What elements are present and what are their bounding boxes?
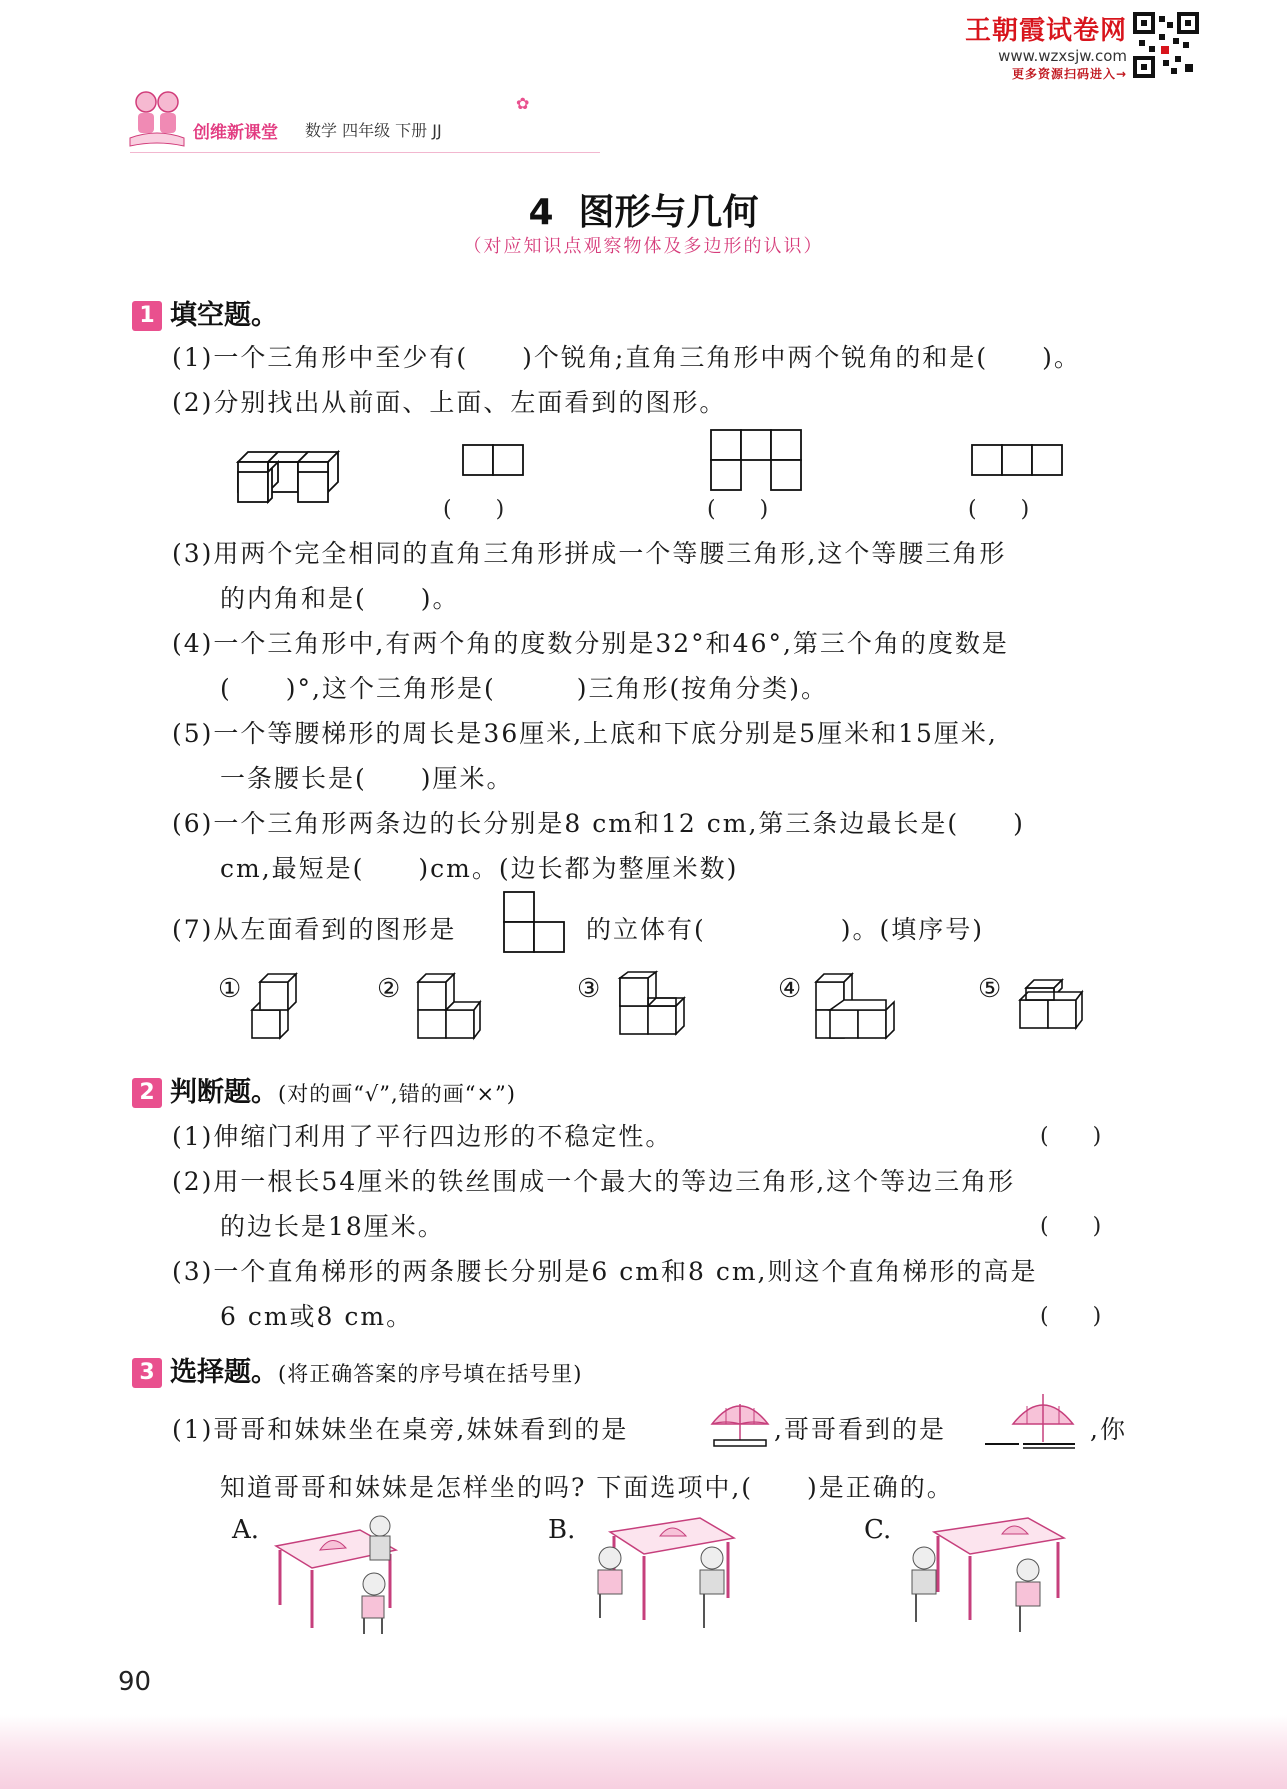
header-mascot bbox=[126, 88, 188, 154]
section3-note: (将正确答案的序号填在括号里) bbox=[278, 1362, 583, 1386]
q7-option-3-label: ③ bbox=[577, 974, 601, 1004]
brand-name: 王朝霞试卷网 bbox=[964, 16, 1127, 46]
q7-solid-1 bbox=[250, 970, 300, 1046]
page-subtitle: （对应知识点观察物体及多边形的认识） bbox=[463, 236, 824, 257]
s1-q5-line1: (5)一个等腰梯形的周长是36厘米,上底和下底分别是5厘米和15厘米, bbox=[172, 719, 998, 748]
s1-q3-line1: (3)用两个完全相同的直角三角形拼成一个等腰三角形,这个等腰三角形 bbox=[172, 539, 1007, 568]
s2-q3-blank[interactable]: ( ) bbox=[1040, 1304, 1102, 1329]
s3-q1-part1: (1)哥哥和妹妹坐在桌旁,妹妹看到的是 bbox=[172, 1415, 629, 1444]
s3-q1-line2: 知道哥哥和妹妹是怎样坐的吗? 下面选项中,( )是正确的。 bbox=[220, 1473, 954, 1502]
s1-q7-prefix: (7)从左面看到的图形是 bbox=[172, 915, 457, 944]
umbrella-view-sister-icon bbox=[706, 1394, 774, 1456]
s1-q2: (2)分别找出从前面、上面、左面看到的图形。 bbox=[172, 388, 727, 417]
section2-label: 判断题。 bbox=[170, 1077, 278, 1108]
s1-q6-line1: (6)一个三角形两条边的长分别是8 cm和12 cm,第三条边最长是( ) bbox=[172, 809, 1025, 838]
q7-solid-4 bbox=[814, 970, 896, 1046]
s1-q4-line2: ( )°,这个三角形是( )三角形(按角分类)。 bbox=[220, 674, 828, 703]
brand-url: www.wzxsjw.com bbox=[998, 47, 1127, 65]
section1-label: 填空题。 bbox=[170, 300, 278, 331]
s2-q2-line2: 的边长是18厘米。 bbox=[220, 1212, 445, 1241]
footer-decoration bbox=[0, 1715, 1287, 1789]
left-view-shape-figure bbox=[503, 891, 569, 959]
q7-option-4-label: ④ bbox=[778, 974, 802, 1004]
scene-option-a[interactable] bbox=[270, 1510, 410, 1644]
view-front-figure bbox=[710, 429, 804, 497]
scene-option-c[interactable] bbox=[904, 1508, 1074, 1642]
s3-option-b-label: B. bbox=[548, 1515, 576, 1545]
section1-heading bbox=[132, 293, 278, 332]
view-top-figure bbox=[462, 444, 524, 480]
s1-q6-line2: cm,最短是( )cm。(边长都为整厘米数) bbox=[220, 854, 739, 883]
brand-block bbox=[965, 10, 1127, 82]
cube-stack-figure bbox=[232, 448, 352, 514]
s1-q7-suffix: 的立体有( )。(填序号) bbox=[586, 915, 985, 944]
q7-solid-3 bbox=[614, 972, 690, 1040]
s3-option-c-label: C. bbox=[864, 1515, 892, 1545]
section3-label: 选择题。 bbox=[170, 1357, 278, 1388]
s2-q3-line1: (3)一个直角梯形的两条腰长分别是6 cm和8 cm,则这个直角梯形的高是 bbox=[172, 1257, 1038, 1286]
s1-q1: (1)一个三角形中至少有( )个锐角;直角三角形中两个锐角的和是( )。 bbox=[172, 343, 1081, 372]
header-divider bbox=[130, 152, 600, 153]
q7-option-2-label: ② bbox=[377, 974, 401, 1004]
section1-number: 1 bbox=[132, 301, 162, 331]
section2-number: 2 bbox=[132, 1078, 162, 1108]
s2-q2-blank[interactable]: ( ) bbox=[1040, 1214, 1102, 1239]
s2-q3-line2: 6 cm或8 cm。 bbox=[220, 1302, 414, 1331]
section3-heading bbox=[132, 1350, 582, 1389]
flower-decoration-icon: ✿ bbox=[516, 94, 530, 113]
subject-label: 数学 四年级 下册 JJ bbox=[305, 121, 442, 140]
page-number: 90 bbox=[118, 1667, 152, 1697]
series-name: 创维新课堂 bbox=[193, 123, 278, 143]
answer-blank-3[interactable]: ( ) bbox=[968, 497, 1030, 522]
section2-heading bbox=[132, 1070, 516, 1109]
q7-option-1-label: ① bbox=[218, 974, 242, 1004]
view-left-figure bbox=[971, 444, 1065, 480]
s1-q4-line1: (4)一个三角形中,有两个角的度数分别是32°和46°,第三个角的度数是 bbox=[172, 629, 1009, 658]
s2-q1-blank[interactable]: ( ) bbox=[1040, 1124, 1102, 1149]
s3-q1-part2: ,哥哥看到的是 bbox=[774, 1415, 946, 1444]
section3-number: 3 bbox=[132, 1358, 162, 1388]
q7-solid-2 bbox=[416, 970, 482, 1046]
answer-blank-2[interactable]: ( ) bbox=[707, 497, 769, 522]
s1-q5-line2: 一条腰长是( )厘米。 bbox=[220, 764, 514, 793]
scene-option-b[interactable] bbox=[590, 1508, 740, 1642]
q7-option-5-label: ⑤ bbox=[978, 974, 1002, 1004]
page-title: 4 图形与几何 bbox=[528, 192, 759, 233]
s1-q3-line2: 的内角和是( )。 bbox=[220, 584, 460, 613]
s2-q1: (1)伸缩门利用了平行四边形的不稳定性。 bbox=[172, 1122, 673, 1151]
qr-code-icon[interactable] bbox=[1133, 12, 1199, 78]
answer-blank-1[interactable]: ( ) bbox=[443, 497, 505, 522]
s2-q2-line1: (2)用一根长54厘米的铁丝围成一个最大的等边三角形,这个等边三角形 bbox=[172, 1167, 1016, 1196]
umbrella-view-brother-icon bbox=[983, 1390, 1079, 1458]
q7-solid-5 bbox=[1018, 980, 1084, 1036]
s3-option-a-label: A. bbox=[232, 1515, 260, 1545]
s3-q1-part3: ,你 bbox=[1090, 1415, 1127, 1444]
section2-note: (对的画“√”,错的画“×”) bbox=[278, 1082, 516, 1106]
brand-tip: 更多资源扫码进入→ bbox=[1011, 67, 1127, 81]
